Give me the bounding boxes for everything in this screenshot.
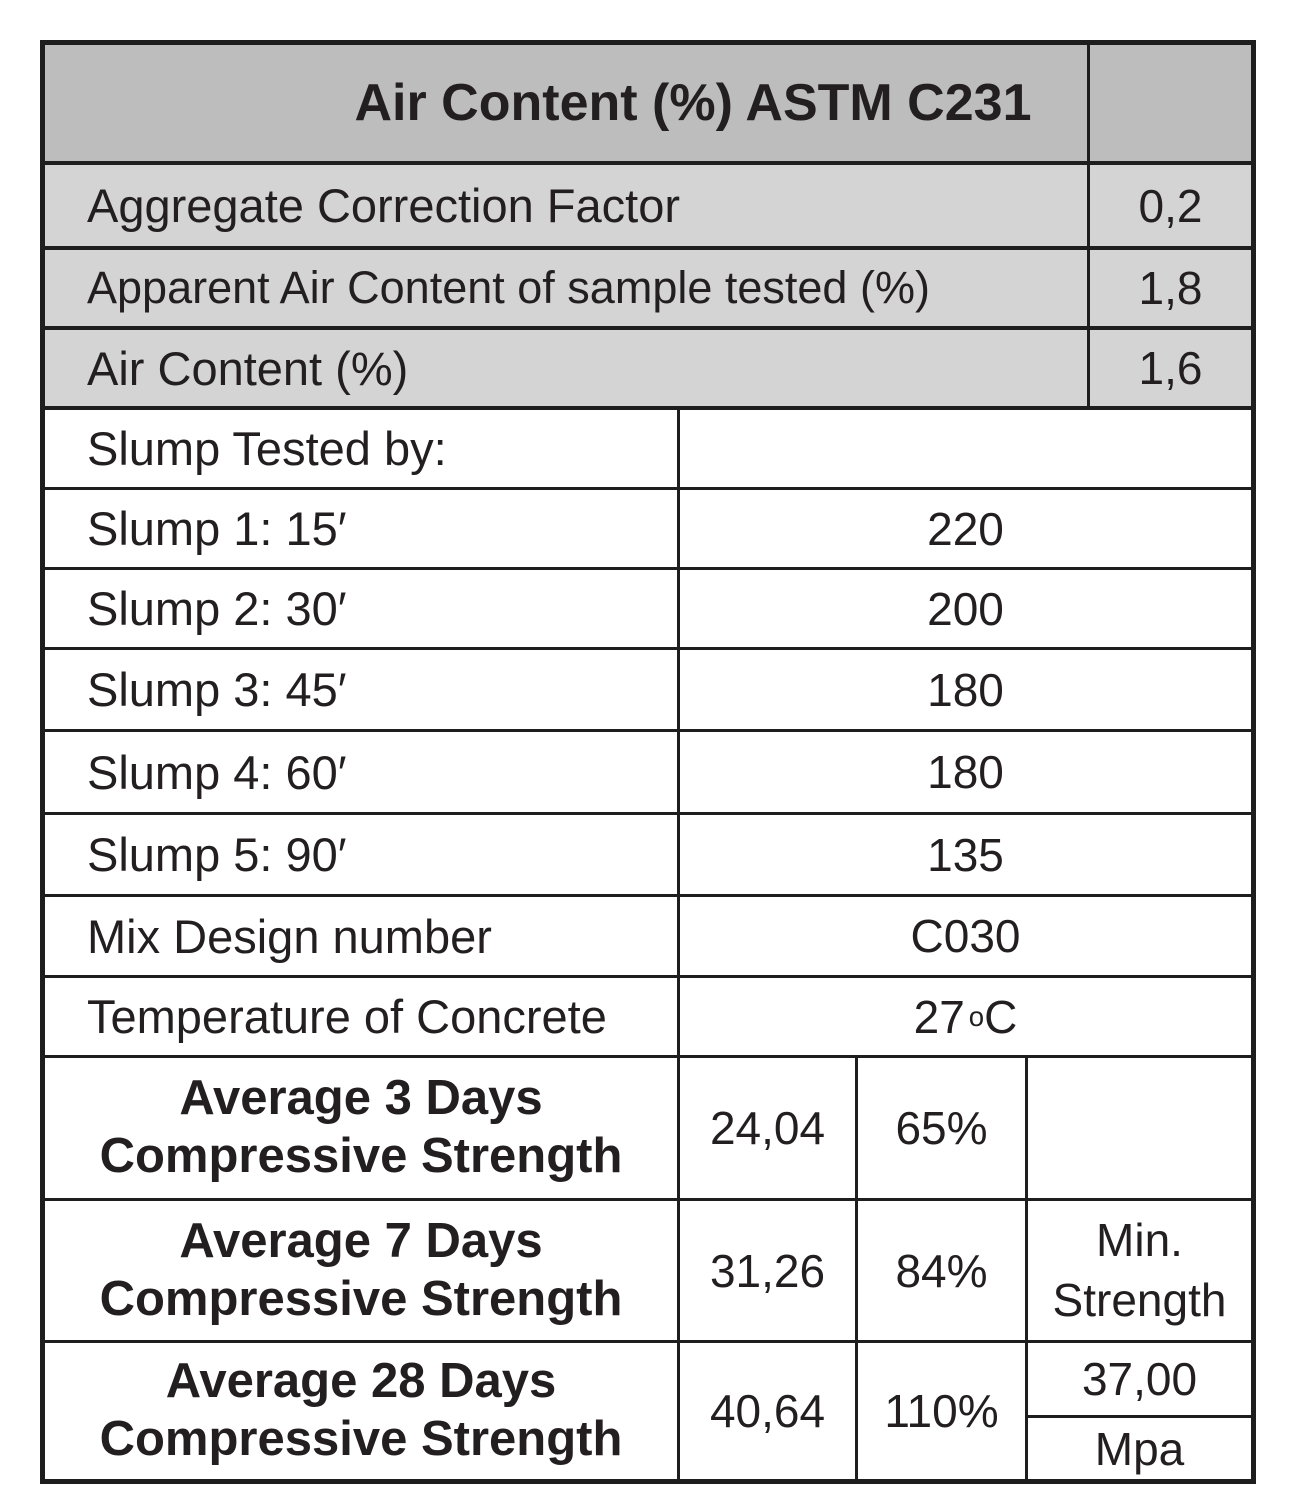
row-value: 180: [677, 650, 1251, 729]
temperature-value: 27: [913, 990, 965, 1043]
row-value: 220: [677, 490, 1251, 567]
row-slump-1: [45, 490, 1251, 570]
table-title: Air Content (%) ASTM C231: [354, 74, 1032, 132]
row-average-3-days-strength: [45, 1058, 1251, 1201]
row-label: Mix Design number: [87, 909, 492, 963]
temperature-unit: C: [984, 990, 1018, 1043]
row-label: Slump Tested by:: [87, 422, 447, 475]
row-slump-4: [45, 732, 1251, 815]
concrete-test-table: [40, 40, 1256, 1484]
row-value: 200: [677, 570, 1251, 647]
min-strength-value-cell: [1025, 1343, 1251, 1479]
strength-value: 24,04: [677, 1058, 855, 1198]
row-label: Average 7 Days Compressive Strength: [99, 1213, 623, 1326]
row-slump-5: [45, 815, 1251, 897]
row-value: C030: [677, 897, 1251, 975]
row-average-28-days-strength: [45, 1343, 1251, 1479]
row-label: Slump 1: 15′: [87, 502, 347, 555]
row-label: Average 3 Days Compressive Strength: [99, 1071, 623, 1183]
row-label: Aggregate Correction Factor: [87, 179, 681, 232]
row-mix-design-number: [45, 897, 1251, 978]
row-value: 1,6: [1087, 330, 1251, 406]
strength-percent: 84%: [855, 1201, 1025, 1340]
row-value: 1,8: [1087, 250, 1251, 326]
row-value: 180: [677, 732, 1251, 812]
row-label: Average 28 Days Compressive Strength: [99, 1354, 623, 1466]
min-strength-value: 37,00: [1028, 1343, 1251, 1418]
row-slump-3: [45, 650, 1251, 732]
row-label: Slump 3: 45′: [87, 663, 347, 716]
row-label: Apparent Air Content of sample tested (%): [87, 262, 930, 313]
row-value: [677, 410, 1251, 487]
strength-percent: 110%: [855, 1343, 1025, 1479]
row-label: Slump 2: 30′: [87, 582, 347, 635]
row-value: 0,2: [1087, 165, 1251, 246]
row-apparent-air-content: [45, 250, 1251, 330]
row-air-content: [45, 330, 1251, 410]
row-temperature-of-concrete: [45, 978, 1251, 1058]
row-value: 27 o C: [677, 978, 1251, 1055]
table-header-row: [45, 45, 1251, 165]
row-slump-tested-by: [45, 410, 1251, 490]
min-strength-label: Min. Strength: [1052, 1213, 1227, 1326]
row-slump-2: [45, 570, 1251, 650]
strength-extra-cell: [1025, 1058, 1251, 1198]
strength-value: 40,64: [677, 1343, 855, 1479]
header-title-cell: [45, 45, 1087, 161]
min-strength-unit: Mpa: [1094, 1422, 1185, 1475]
row-label: Temperature of Concrete: [87, 990, 607, 1043]
row-aggregate-correction-factor: [45, 165, 1251, 250]
row-label: Slump 5: 90′: [87, 828, 347, 881]
strength-percent: 65%: [855, 1058, 1025, 1198]
row-label: Air Content (%): [87, 341, 409, 395]
min-strength-label-cell: [1025, 1201, 1251, 1340]
row-value: 135: [677, 815, 1251, 894]
row-label: Slump 4: 60′: [87, 745, 347, 799]
row-average-7-days-strength: [45, 1201, 1251, 1343]
strength-value: 31,26: [677, 1201, 855, 1340]
header-empty-cell: [1087, 45, 1251, 161]
